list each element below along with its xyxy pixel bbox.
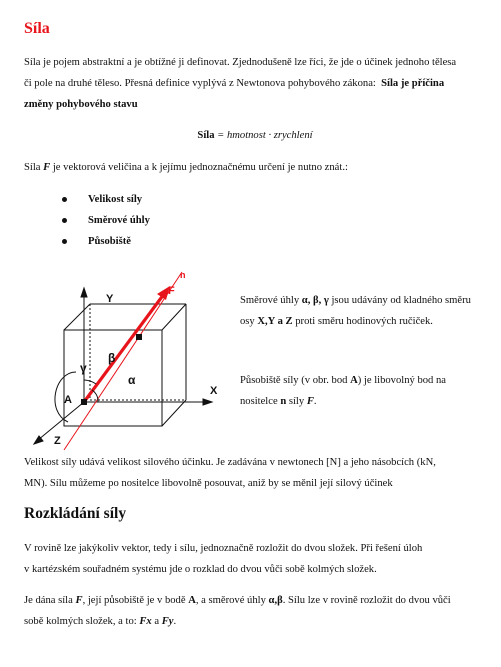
decomp-p2-Fx: Fx [139, 616, 152, 627]
point-note-n: n [280, 396, 287, 407]
angles-note-greek: α, β, γ [301, 295, 329, 306]
vector-sentence-F: F [43, 162, 51, 173]
list-item-label: Působiště [88, 236, 131, 247]
force-diagram [24, 262, 234, 452]
decomp-p2-and: a [151, 616, 162, 627]
z-axis-label: Z [54, 435, 61, 447]
z-axis [38, 402, 84, 440]
intersection-marker [136, 334, 142, 340]
point-note-line-2 [240, 391, 488, 412]
vector-sentence-post: je vektorová veličina a k jejímu jednoznačnému určení je nutno znát.: [50, 162, 348, 173]
beta-label: β [108, 351, 116, 365]
cube-front-face [64, 330, 162, 426]
point-note-line-1 [240, 370, 488, 391]
decomp-p2-end: . [173, 616, 177, 627]
bullet-icon [62, 239, 67, 244]
decomp-p1-line-1: V rovině lze jakýkoliv vektor, tedy i sílu, jednoznačně rozložit do dvou složek. Při řešení úloh [24, 543, 423, 554]
list-item [60, 189, 150, 210]
decomp-p2-mid: , její působiště je v bodě [82, 595, 189, 606]
angles-note-post: jsou udávány od kladného směru [328, 295, 471, 306]
point-note-post: ) je libovolný bod na [357, 375, 447, 386]
decomp-p2-line-1 [24, 590, 486, 611]
decomp-p2-pre2: sobě kolmých složek, a to: [24, 616, 140, 627]
intro-line-1: Síla je pojem abstraktní a je obtížné ji definovat. Zjednodušeně lze říci, že jde o účinek jednoho tělesa [24, 57, 457, 68]
decomposition-paragraph-1 [24, 538, 486, 580]
point-A-label: A [64, 394, 72, 406]
point-note-post2: . [313, 396, 317, 407]
magnitude-line-1: Velikost síly udává velikost silového účinku. Je zadávána v newtonech [N] a jeho násobcích (kN, [24, 457, 436, 468]
alpha-label: α [128, 373, 136, 387]
angles-note-line-2 [240, 311, 488, 332]
list-item [60, 231, 150, 252]
decomp-p2-mid2: , a směrové úhly [195, 595, 269, 606]
angles-note-axes: X,Y a Z [257, 316, 293, 327]
intro-line-2 [24, 73, 486, 94]
decomp-p2-Fy: Fy [161, 616, 174, 627]
y-axis-label: Y [106, 293, 114, 305]
x-axis-arrow-icon [203, 399, 212, 405]
formula-term: Síla [197, 130, 215, 141]
decomp-p2-F: F [75, 595, 83, 606]
decomp-p2-angles: α,β [268, 595, 283, 606]
decomp-p2-pre: Je dána síla [24, 595, 76, 606]
formula [24, 125, 486, 146]
angle-arcs [55, 372, 98, 422]
decomp-p2-line-2 [24, 611, 486, 632]
angles-note-pre: Směrové úhly [240, 295, 302, 306]
bullet-icon [62, 197, 67, 202]
page-title: Síla [24, 20, 50, 37]
gamma-label: γ [80, 361, 87, 375]
intro-bold-definition: Síla je příčina [381, 78, 445, 89]
decomp-p2-post: . Sílu lze v rovině rozložit do dvou vůči [282, 595, 451, 606]
vector-sentence [24, 157, 486, 178]
point-note-F: F [306, 396, 314, 407]
point-note-pre: Působiště síly (v obr. bod [240, 375, 351, 386]
angles-note-post2: proti směru hodinových ručiček. [292, 316, 433, 327]
vector-sentence-pre: Síla [24, 162, 44, 173]
magnitude-paragraph [24, 452, 486, 494]
list-item-label: Směrové úhly [88, 215, 150, 226]
point-note-pre2: nositelce [240, 396, 281, 407]
x-axis-label: X [210, 385, 218, 397]
decomp-p2-A: A [188, 595, 196, 606]
list-item-label: Velikost síly [88, 194, 143, 205]
intro-line-3: změny pohybového stavu [24, 99, 138, 110]
bullet-icon [62, 218, 67, 223]
magnitude-line-2: MN). Sílu můžeme po nositelce libovolně posouvat, aniž by se měnil její silový účinek [24, 478, 393, 489]
point-note [240, 370, 488, 412]
decomposition-paragraph-2 [24, 590, 486, 632]
angles-note [240, 290, 488, 332]
intro-paragraph [24, 52, 486, 115]
section-heading: Rozkládání síly [24, 505, 127, 522]
angles-note-line-1 [240, 290, 488, 311]
decomp-p1-line-2: v kartézském souřadném systému jde o rozklad do dvou vůči sobě kolmých složek. [24, 564, 377, 575]
force-vector [84, 294, 164, 402]
line-label-n: n [180, 270, 186, 280]
property-list [60, 189, 150, 252]
force-label-F: F [168, 285, 175, 297]
point-note-mid: síly [286, 396, 307, 407]
angles-note-pre2: osy [240, 316, 258, 327]
list-item [60, 210, 150, 231]
y-axis-arrow-icon [81, 288, 87, 297]
formula-rest: = hmotnost · zrychlení [214, 130, 313, 141]
intro-line-2-text: či pole na druhé těleso. Přesná definice vyplývá z Newtonova pohybového zákona: [24, 78, 376, 89]
point-A-marker [81, 399, 87, 405]
point-note-A: A [350, 375, 358, 386]
